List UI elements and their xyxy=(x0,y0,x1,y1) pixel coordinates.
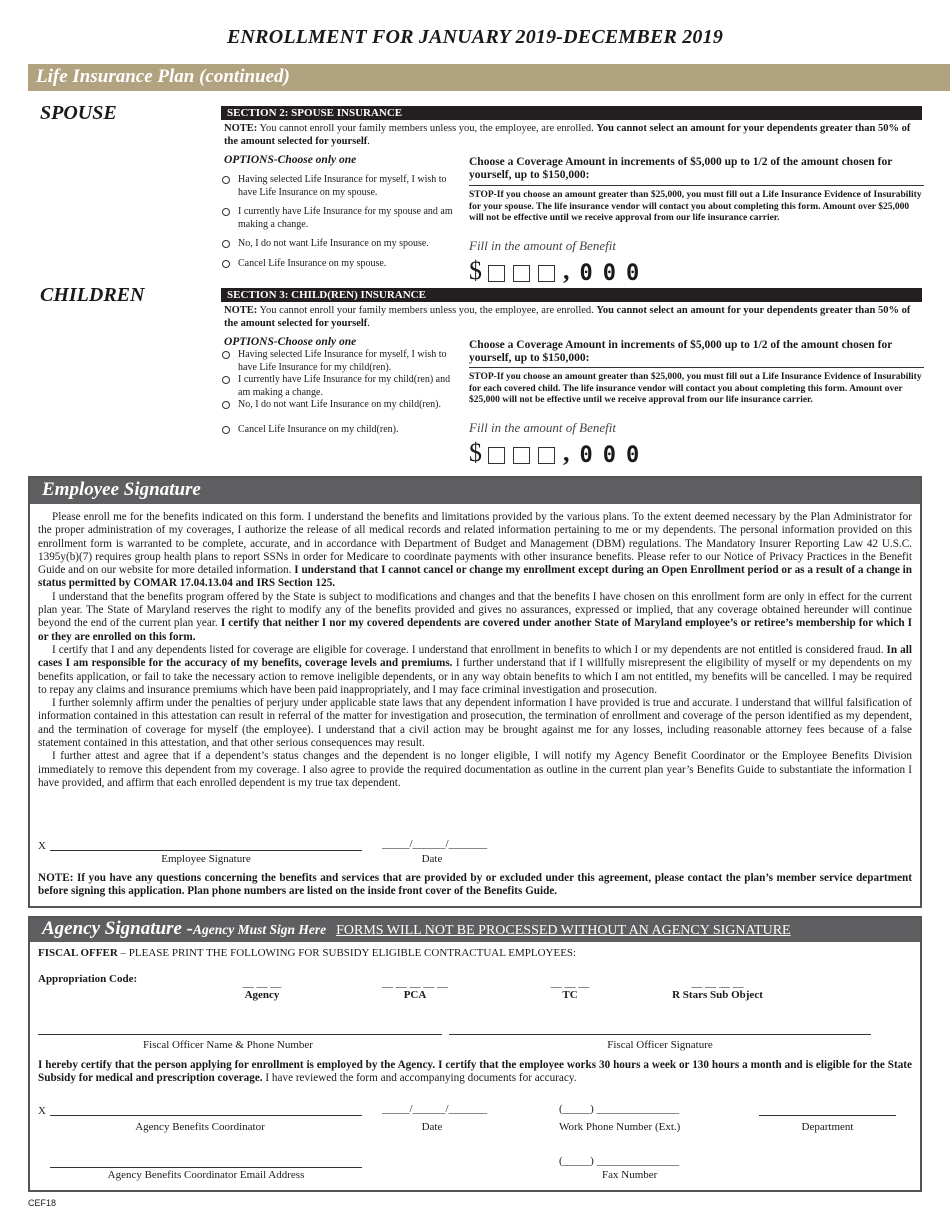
work-phone-caption: Work Phone Number (Ext.) xyxy=(559,1121,681,1133)
agency-coordinator-email-line[interactable] xyxy=(50,1155,362,1168)
agency-coordinator-caption: Agency Benefits Coordinator xyxy=(135,1121,265,1133)
spouse-option-4[interactable]: Cancel Life Insurance on my spouse. xyxy=(222,258,462,271)
spouse-option-3[interactable]: No, I do not want Life Insurance on my spouse. xyxy=(222,238,462,251)
fiscal-offer-text: FISCAL OFFER – PLEASE PRINT THE FOLLOWING FOR SUBSIDY ELIGIBLE CONTRACTUAL EMPLOYEES: xyxy=(38,947,577,959)
children-option-4[interactable]: Cancel Life Insurance on my child(ren). xyxy=(222,424,462,437)
form-code: CEF18 xyxy=(28,1198,57,1208)
digit-box[interactable] xyxy=(513,265,530,282)
spouse-option-2[interactable]: I currently have Life Insurance for my spouse and am making a change. xyxy=(222,206,462,231)
employee-signature-line[interactable] xyxy=(50,838,362,851)
children-option-1[interactable]: Having selected Life Insurance for myself, I wish to have Life Insurance for my child(ren). xyxy=(222,349,462,374)
agency-coordinator-signature-line[interactable] xyxy=(50,1103,362,1116)
children-label: CHILDREN xyxy=(40,284,145,306)
radio-button[interactable] xyxy=(222,260,230,268)
children-option-2[interactable]: I currently have Life Insurance for my child(ren) and am making a change. xyxy=(222,374,462,399)
department-caption: Department xyxy=(801,1121,854,1133)
agency-date-field[interactable]: _____/______/_______ xyxy=(382,1103,488,1115)
children-coverage-instruction: Choose a Coverage Amount in increments of $5,000 up to 1/2 of the amount chosen for yourself, up to $150,000: xyxy=(469,339,893,364)
children-fill-amount-label: Fill in the amount of Benefit xyxy=(469,420,616,435)
children-benefit-amount-field[interactable]: $ , 0 0 0 xyxy=(469,438,640,468)
children-section-header: SECTION 3: CHILD(REN) INSURANCE xyxy=(221,288,922,302)
agency-date-caption: Date xyxy=(421,1121,443,1133)
spouse-coverage-instruction: Choose a Coverage Amount in increments of $5,000 up to 1/2 of the amount chosen for yourself, up to $150,000: xyxy=(469,156,893,181)
employee-date-caption: Date xyxy=(421,853,443,865)
radio-button[interactable] xyxy=(222,426,230,434)
fiscal-officer-name-caption: Fiscal Officer Name & Phone Number xyxy=(143,1039,313,1051)
digit-box[interactable] xyxy=(538,265,555,282)
rstars-code-field[interactable]: __ __ __ __ R Stars Sub Object xyxy=(672,977,763,1001)
children-stop-notice: STOP-If you choose an amount greater than $25,000, you must fill out a Life Insurance Evidence of Insurability for each covered child. The life insurance vendor will contact you about completing this form. Amount over $25,000 will not be effective until we receive approval from our life insurance carrier. xyxy=(469,372,922,405)
spouse-fill-amount-label: Fill in the amount of Benefit xyxy=(469,238,616,253)
appropriation-code-label: Appropriation Code: xyxy=(38,973,138,985)
spouse-stop-notice: STOP-If you choose an amount greater than $25,000, you must fill out a Life Insurance Evidence of Insurability for your spouse. The life insurance vendor will contact you about completing this form. Amount over $25,000 will not be effective until we receive approval from our life insurance carrier. xyxy=(469,190,922,223)
radio-button[interactable] xyxy=(222,401,230,409)
radio-button[interactable] xyxy=(222,351,230,359)
children-note: NOTE: You cannot enroll your family members unless you, the employee, are enrolled. You cannot select an amount for your dependents greater than 50% of the amount selected for yourself. xyxy=(224,305,911,329)
radio-button[interactable] xyxy=(222,208,230,216)
spouse-note: NOTE: You cannot enroll your family members unless you, the employee, are enrolled. You cannot select an amount for your dependents greater than 50% of the amount selected for yourself. xyxy=(224,123,911,147)
agency-coordinator-email-caption: Agency Benefits Coordinator Email Address xyxy=(107,1169,305,1181)
tc-code-field[interactable]: __ __ __ TC xyxy=(550,977,590,1001)
pca-code-field[interactable]: __ __ __ __ __ PCA xyxy=(382,977,448,1001)
employee-attestation-text: Please enroll me for the benefits indicated on this form. I understand the benefits and limitations provided by the various plans. To the extent deemed necessary by the Plan Administrator for the proper administration of my coverages, I authorize the release of all medical records and related information pertaining to me or my dependents. The personal information provided on this enrollment form is warranted to be complete, accurate, and in accordance with Department of Budget and Management (DBM) regulations. The Mandatory Insurer Reporting Law 42 U.S.C. 1395y(b)(7) requires group health plans to report SSNs in order for Medicare to coordinate payments with other insurance benefits. Please refer to our Notice of Privacy Practices in the Benefit Guide and on our website for more detailed information. I understand that I cannot cancel or change my enrollment except during an Open Enrollment period or as a result of a change in status permitted by COMAR 17.04.13.04 and IRS Section 125. I understand that the benefits program offered by the State is subject to modifications and changes and that the benefits I have chosen on this enrollment form are only in effect for the current plan year. The State of Maryland reserves the right to modify any of the benefits provided and gives no assurances, expressed or implied, that any coverage obtained hereunder will continue beyond the end of the current plan year. I certify that neither I nor my covered dependents are covered under another State of Maryland employee’s or retiree’s membership for which I or they are enrolled on this form. I certify that I and any dependents listed for coverage are eligible for coverage. I understand that enrollment in benefits to which I or my dependents are not entitled is considered fraud. In all cases I am responsible for the accuracy of my benefits, coverage levels and premiums. I further understand that if I willfully misrepresent the eligibility of myself or my dependents on my benefits application, or fail to take the necessary action to remove ineligible dependents, or in any way obtain benefits to which I am not entitled, my benefits will be cancelled. I may be required to repay any claims and insurance premiums which have been paid inappropriately, and I may face criminal investigation and prosecution. I further solemnly affirm under the penalties of perjury under applicable state laws that any dependent information I have provided is true and accurate. I understand that willful falsification of information contained in this attestation can result in referral of the matter for investigation and prosecution, the termination of enrollment and coverage of the person identified as my dependent, and the termination of coverage for myself (the employee). I understand that a civil action may be brought against me for any losses, including reasonable attorney fees because of a false statement contained in this attestation, and that other serious consequences may result. I further attest and agree that if a dependent’s status changes and the dependent is no longer eligible, I will notify my Agency Benefit Coordinator or the Employee Benefits Division immediately to remove this dependent from my coverage. I also agree to provide the required documentation as outline in the current plan year’s Benefits Guide to substantiate the information I have provided, and affirm that each enrolled dependent is my true tax dependent. xyxy=(38,511,913,789)
fiscal-officer-name-line[interactable] xyxy=(38,1022,442,1035)
fax-field[interactable]: (_____) _______________ xyxy=(559,1155,680,1167)
digit-box[interactable] xyxy=(488,447,505,464)
children-option-3[interactable]: No, I do not want Life Insurance on my child(ren). xyxy=(222,399,462,412)
fiscal-officer-signature-caption: Fiscal Officer Signature xyxy=(607,1039,713,1051)
radio-button[interactable] xyxy=(222,376,230,384)
radio-button[interactable] xyxy=(222,240,230,248)
fiscal-officer-signature-line[interactable] xyxy=(449,1022,871,1035)
fax-caption: Fax Number xyxy=(602,1169,658,1181)
digit-box[interactable] xyxy=(538,447,555,464)
divider xyxy=(469,367,924,368)
digit-box[interactable] xyxy=(488,265,505,282)
children-options-title: OPTIONS-Choose only one xyxy=(224,336,357,348)
employee-x-mark: X xyxy=(38,840,46,852)
employee-signature-bar: Employee Signature xyxy=(30,478,920,504)
employee-date-field[interactable]: _____/______/_______ xyxy=(382,838,488,850)
digit-box[interactable] xyxy=(513,447,530,464)
spouse-options-title: OPTIONS-Choose only one xyxy=(224,154,357,166)
employee-contact-note: NOTE: If you have any questions concerning the benefits and services that are provided by or excluded under this agreement, please contact the plan’s member service department before signing this application. Plan phone numbers are listed on the inside front cover of the Benefits Guide. xyxy=(38,872,912,898)
radio-button[interactable] xyxy=(222,176,230,184)
agency-signature-bar: Agency Signature - Agency Must Sign Here FORMS WILL NOT BE PROCESSED WITHOUT AN AGENCY SIGNATURE xyxy=(30,918,920,942)
page-title: ENROLLMENT FOR JANUARY 2019-DECEMBER 2019 xyxy=(226,26,724,48)
spouse-label: SPOUSE xyxy=(40,102,117,124)
spouse-option-1[interactable]: Having selected Life Insurance for myself, I wish to have Life Insurance on my spouse. xyxy=(222,174,462,199)
department-line[interactable] xyxy=(759,1103,896,1116)
agency-certification-text: I hereby certify that the person applying for enrollment is employed by the Agency. I certify that the employee works 30 hours a week or 130 hours a month and is eligible for the State Subsidy for medical and prescription coverage. I have reviewed the form and accompanying documents for accuracy. xyxy=(38,1059,912,1085)
agency-x-mark: X xyxy=(38,1105,46,1117)
divider xyxy=(469,185,924,186)
work-phone-field[interactable]: (_____) _______________ xyxy=(559,1103,680,1115)
employee-signature-caption: Employee Signature xyxy=(161,853,251,865)
spouse-benefit-amount-field[interactable]: $ , 0 0 0 xyxy=(469,256,640,286)
spouse-section-header: SECTION 2: SPOUSE INSURANCE xyxy=(221,106,922,120)
plan-section-bar: Life Insurance Plan (continued) xyxy=(28,64,950,91)
agency-code-field[interactable]: __ __ __ Agency xyxy=(242,977,282,1001)
